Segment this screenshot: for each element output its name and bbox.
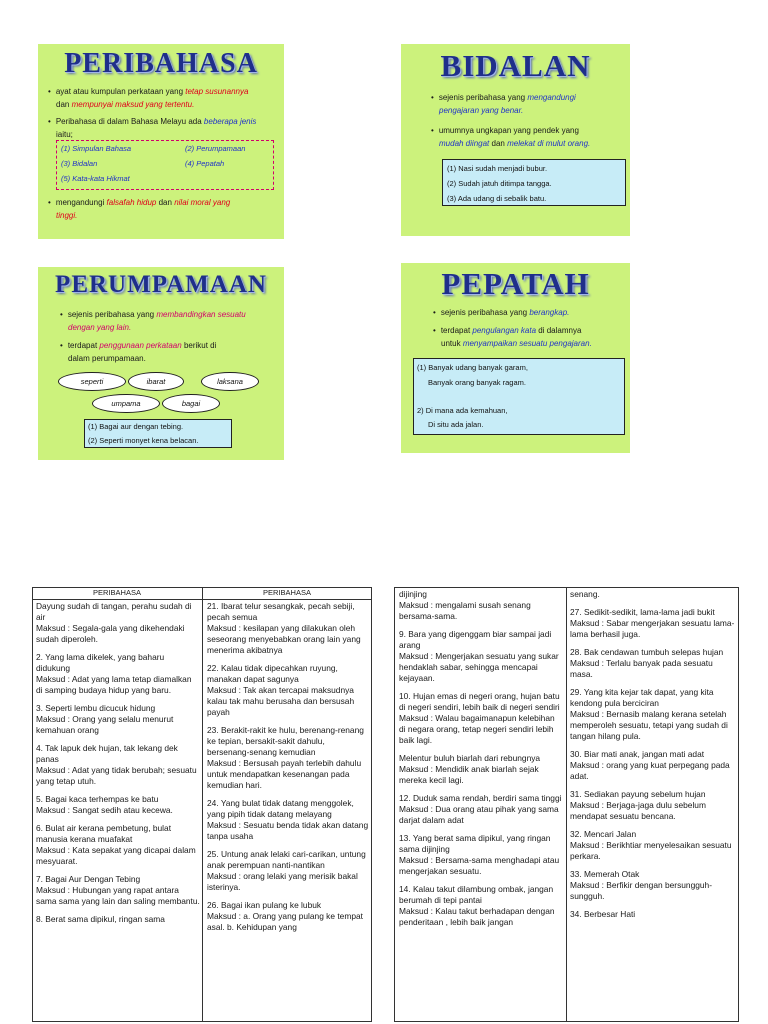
bullet-3 [48, 196, 280, 222]
proverb-entry: 25. Untung anak lelaki cari-carikan, untung anak perempuan nanti-nantikan Maksud : orang lelaki yang merisik bakal isterinya. [207, 849, 366, 892]
bullet-1 [431, 91, 627, 117]
word-oval: ibarat [128, 372, 184, 391]
type-item: (4) Pepatah [185, 159, 225, 168]
bullet-highlight: nilai moral yang [174, 198, 231, 207]
type-item: (2) Perumpamaan [185, 144, 246, 153]
proverb-entry: 29. Yang kita kejar tak dapat, yang kita kendong pula berciciran Maksud : Bernasib malang kerana setelah memperoleh sesuatu, tetapi yang sudah di tangan hilang pula. [570, 687, 728, 741]
bullet-text: umumnya ungkapan yang pendek yang [438, 126, 579, 135]
slide-pepatah [401, 263, 630, 453]
bullet-highlight: pengajaran yang benar. [439, 106, 524, 115]
slide-title: PEPATAH [441, 266, 590, 301]
bullet-text: dan [158, 198, 172, 207]
proverb-entry: 8. Berat sama dipikul, ringan sama [36, 914, 165, 924]
bullet-highlight: melekat di mulut orang. [507, 139, 591, 148]
bullet-highlight: tinggi. [56, 211, 78, 220]
proverb-entry: 5. Bagai kaca terhempas ke batu Maksud : Sangat sedih atau kecewa. [36, 794, 173, 815]
table-right-col-2 [570, 589, 736, 927]
table-left-header-1: PERIBAHASA [93, 588, 141, 597]
examples-box [84, 419, 232, 448]
table-left-col-1 [36, 601, 200, 932]
bullet-text: sejenis peribahasa yang [440, 308, 528, 317]
bullet-1 [60, 308, 280, 334]
slide-bidalan [401, 44, 630, 236]
bullet-highlight: penggunaan perkataan [99, 341, 182, 350]
bullet-2 [60, 339, 280, 365]
bullet-highlight: berangkap. [529, 308, 570, 317]
bullet-2 [431, 124, 627, 150]
table-left-col-2 [207, 601, 369, 940]
bullet-1 [48, 85, 280, 111]
bullet-highlight: mudah diingat [439, 139, 490, 148]
bullet-dot-icon: • [48, 87, 51, 96]
proverb-entry: Melentur buluh biarlah dari rebungnya Maksud : Mendidik anak biarlah sejak mereka kecil lagi. [399, 753, 541, 785]
example-item: (3) Ada udang di sebalik batu. [447, 194, 547, 203]
proverb-entry: 12. Duduk sama rendah, berdiri sama tinggi Maksud : Dua orang atau pihak yang sama darjat dalam adat [399, 793, 562, 825]
slide-title: PERIBAHASA [64, 48, 258, 79]
example-item: (1) Nasi sudah menjadi bubur. [447, 164, 548, 173]
bullet-2 [433, 324, 629, 350]
proverb-entry: Dayung sudah di tangan, perahu sudah di air Maksud : Segala-gala yang dikehendaki sudah diperoleh. [36, 601, 192, 644]
bullet-text: sejenis peribahasa yang [67, 310, 155, 319]
examples-box [442, 159, 626, 206]
proverb-entry: 13. Yang berat sama dipikul, yang ringan sama dijinjing Maksud : Bersama-sama menghadapi atau mengerjakan sesuatu. [399, 833, 560, 876]
slide-title: PERUMPAMAAN [55, 271, 267, 298]
proverb-entry: 2. Yang lama dikelek, yang baharu didukung Maksud : Adat yang lama tetap diamalkan di samping budaya hidup yang baru. [36, 652, 192, 695]
bullet-highlight: dengan yang lain. [68, 323, 132, 332]
types-list-box [56, 140, 274, 190]
bullet-dot-icon: • [60, 341, 63, 350]
bullet-text: ayat atau kumpulan perkataan yang [55, 87, 184, 96]
proverb-entry: 28. Bak cendawan tumbuh selepas hujan Maksud : Terlalu banyak pada sesuatu masa. [570, 647, 724, 679]
type-item: (5) Kata-kata Hikmat [61, 174, 130, 183]
type-item: (1) Simpulan Bahasa [61, 144, 132, 153]
proverb-entry: 22. Kalau tidak dipecahkan ruyung, manakan dapat sagunya Maksud : Tak akan tercapai maksudnya kalau tak mahu berusaha dan bersusah payah [207, 663, 355, 717]
bullet-dot-icon: • [433, 308, 436, 317]
bullet-text: terdapat [67, 341, 98, 350]
example-item: 2) Di mana ada kemahuan, [417, 406, 508, 415]
bullet-highlight: membandingkan sesuatu [156, 310, 246, 319]
proverb-entry: dijinjing Maksud : mengalami susah senang bersama-sama. [399, 589, 531, 621]
example-item: Banyak orang banyak ragam. [428, 378, 526, 387]
table-right-col-1 [399, 589, 563, 935]
bullet-text: dan [491, 139, 505, 148]
proverb-entry: 27. Sedikit-sedikit, lama-lama jadi bukit Maksud : Sabar mengerjakan sesuatu lama-lama berhasil juga. [570, 607, 735, 639]
word-oval: umpama [92, 394, 160, 413]
proverb-entry: 24. Yang bulat tidak datang menggolek, yang pipih tidak datang melayang Maksud : Sesuatu benda tidak akan datang tanpa usaha [207, 798, 369, 841]
bullet-text: berikut di [183, 341, 217, 350]
example-item: (1) Banyak udang banyak garam, [417, 363, 528, 372]
proverb-entry: 23. Berakit-rakit ke hulu, berenang-renang ke tepian, bersakit-sakit dahulu, bersenang-senang kemudian Maksud : Bersusah payah terlebih dahulu untuk mendapatkan kesenangan pada kemudian hari. [207, 725, 364, 790]
bullet-dot-icon: • [60, 310, 63, 319]
proverb-entry: 7. Bagai Aur Dengan Tebing Maksud : Hubungan yang rapat antara sama sama yang lain dan saling membantu. [36, 874, 200, 906]
proverb-entry: 14. Kalau takut dilambung ombak, jangan berumah di tepi pantai Maksud : Kalau takut berhadapan dengan penderitaan , lebih baik jangan [399, 884, 555, 927]
proverb-entry: senang. [570, 589, 600, 599]
bullet-dot-icon: • [431, 126, 434, 135]
proverb-entry: 34. Berbesar Hati [570, 909, 636, 919]
bullet-text: di dalamnya [538, 326, 582, 335]
bullet-highlight: mengandungi [527, 93, 576, 102]
bullet-highlight: tetap susunannya [185, 87, 249, 96]
example-item: (2) Sudah jatuh ditimpa tangga. [447, 179, 552, 188]
example-item: (1) Bagai aur dengan tebing. [88, 422, 184, 431]
proverb-entry: 21. Ibarat telur sesangkak, pecah sebiji, pecah semua Maksud : kesilapan yang dilakukan oleh seseorang menyebabkan orang lain yang menerima akibatnya [207, 601, 361, 655]
bullet-text: mengandungi [55, 198, 105, 207]
slide-title: BIDALAN [440, 48, 591, 83]
bullet-text: dan [56, 100, 70, 109]
bullet-text: dalam perumpamaan. [68, 354, 146, 363]
bullet-dot-icon: • [431, 93, 434, 102]
table-left-header-2: PERIBAHASA [263, 588, 311, 597]
examples-box [413, 358, 625, 435]
proverb-entry: 4. Tak lapuk dek hujan, tak lekang dek panas Maksud : Adat yang tidak berubah; sesuatu yang tetap utuh. [36, 743, 197, 786]
bullet-text: sejenis peribahasa yang [438, 93, 526, 102]
example-item: (2) Seperti monyet kena belacan. [88, 436, 199, 445]
word-oval: laksana [201, 372, 259, 391]
example-item: Di situ ada jalan. [428, 420, 484, 429]
bullet-dot-icon: • [48, 117, 51, 126]
bullet-highlight: falsafah hidup [106, 198, 157, 207]
bullet-highlight: mempunyai maksud yang tertentu. [71, 100, 195, 109]
word-oval: bagai [162, 394, 220, 413]
bullet-1 [433, 306, 629, 319]
proverb-entry: 33. Memerah Otak Maksud : Berfikir dengan bersungguh-sungguh. [570, 869, 712, 901]
proverb-entry: 10. Hujan emas di negeri orang, hujan batu di negeri sendiri, lebih baik di negeri sendiri Maksud : Walau bagaimanapun kelebihan di negara orang, tetap negeri sendiri lebih baik lagi. [399, 691, 560, 745]
bullet-text: Peribahasa di dalam Bahasa Melayu ada [55, 117, 202, 126]
proverb-entry: 31. Sediakan payung sebelum hujan Maksud : Berjaga-jaga dulu sebelum mendapat sesuatu bencana. [570, 789, 706, 821]
proverb-entry: 3. Seperti lembu dicucuk hidung Maksud : Orang yang selalu menurut kemahuan orang [36, 703, 174, 735]
proverb-entry: 6. Bulat air kerana pembetung, bulat manusia kerana muafakat Maksud : Kata sepakat yang dicapai dalam mesyuarat. [36, 823, 196, 866]
proverb-entry: 9. Bara yang digenggam biar sampai jadi arang Maksud : Mengerjakan sesuatu yang sukar hendaklah sabar, sehingga mencapai kejayaan. [399, 629, 559, 683]
bullet-text: untuk [441, 339, 461, 348]
bullet-dot-icon: • [433, 326, 436, 335]
bullet-text: iaitu; [56, 130, 73, 139]
bullet-dot-icon: • [48, 198, 51, 207]
bullet-text: terdapat [440, 326, 471, 335]
bullet-2 [48, 115, 280, 141]
word-oval: seperti [58, 372, 126, 391]
slide-perumpamaan [38, 267, 284, 460]
type-item: (3) Bidalan [61, 159, 98, 168]
proverb-entry: 30. Biar mati anak, jangan mati adat Maksud : orang yang kuat perpegang pada adat. [570, 749, 730, 781]
proverb-entry: 26. Bagai ikan pulang ke lubuk Maksud : a. Orang yang pulang ke tempat asal. b. Kehidupan yang [207, 900, 363, 932]
proverb-entry: 32. Mencari Jalan Maksud : Berikhtiar menyelesaikan sesuatu perkara. [570, 829, 732, 861]
bullet-highlight: pengulangan kata [472, 326, 537, 335]
bullet-highlight: beberapa jenis [203, 117, 257, 126]
bullet-highlight: menyampaikan sesuatu pengajaran. [462, 339, 592, 348]
slide-peribahasa [38, 44, 284, 239]
